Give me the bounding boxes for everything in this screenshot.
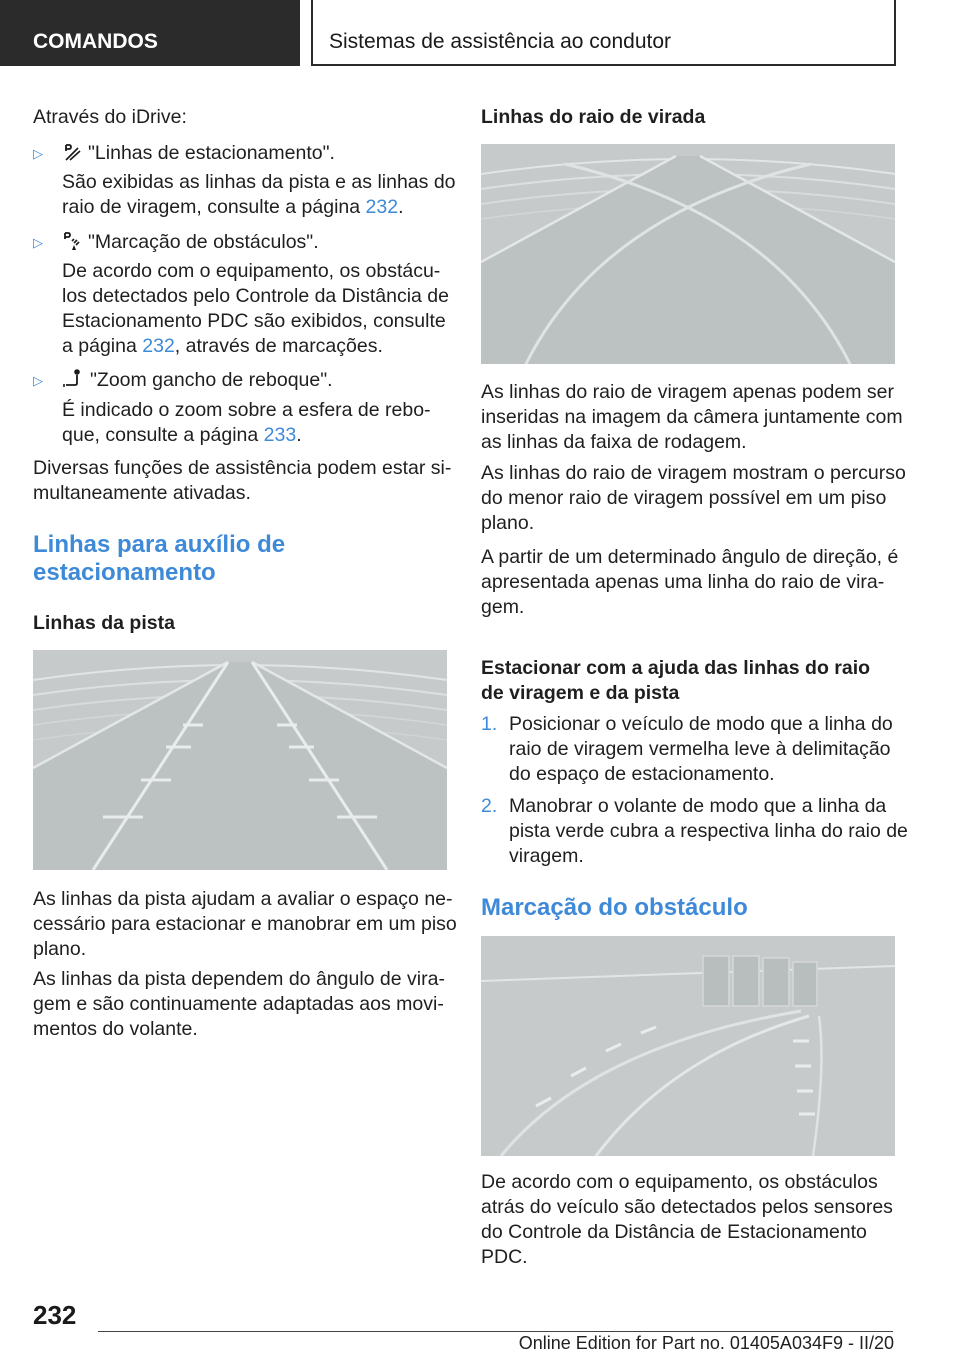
paragraph: do Controle da Distância de Estacionamento bbox=[481, 1221, 867, 1243]
bullet-2-title: "Marcação de obstáculos". bbox=[88, 231, 319, 253]
step-text: Manobrar o volante de modo que a linha da bbox=[509, 795, 887, 817]
bullet-1-text: São exibidas as linhas da pista e as linhas do bbox=[62, 171, 456, 193]
paragraph: mentos do volante. bbox=[33, 1018, 198, 1040]
subsection-heading: Estacionar com a ajuda das linhas do raio bbox=[481, 657, 871, 679]
step-text: do espaço de estacionamento. bbox=[509, 763, 775, 785]
paragraph: PDC. bbox=[481, 1246, 528, 1268]
paragraph: As linhas do raio de viragem apenas podem ser bbox=[481, 381, 894, 403]
bullet-2-text: De acordo com o equipamento, os obstácu- bbox=[62, 260, 441, 282]
step-number: 1. bbox=[481, 713, 498, 735]
text: , através de marcações. bbox=[174, 335, 383, 357]
section-tab bbox=[0, 0, 300, 66]
triangle-right-icon: ▷ bbox=[33, 146, 43, 161]
bullet-tow-hook bbox=[62, 367, 333, 393]
paragraph: As linhas da pista ajudam a avaliar o espaço ne- bbox=[33, 888, 453, 910]
paragraph: atrás do veículo são detectados pelos sensores bbox=[481, 1196, 893, 1218]
paragraph: As linhas do raio de viragem mostram o percurso bbox=[481, 462, 906, 484]
bullet-1-title: "Linhas de estacionamento". bbox=[88, 142, 335, 164]
paragraph: apresentada apenas uma linha do raio de vira- bbox=[481, 571, 885, 593]
bullet-2-text-ref bbox=[62, 334, 383, 359]
paragraph: plano. bbox=[481, 512, 535, 534]
step-text: Posicionar o veículo de modo que a linha do bbox=[509, 713, 893, 735]
chapter-header bbox=[311, 0, 896, 66]
page-number: 232 bbox=[33, 1300, 77, 1330]
footer-divider bbox=[98, 1331, 893, 1332]
obstacle-marking-illustration bbox=[481, 936, 895, 1156]
triangle-right-icon: ▷ bbox=[33, 373, 43, 388]
lane-lines-illustration bbox=[33, 650, 447, 870]
bullet-2-text: los detectados pelo Controle da Distância de bbox=[62, 285, 449, 307]
page-link[interactable]: 233 bbox=[263, 424, 297, 446]
bullet-3-text: É indicado o zoom sobre a esfera de rebo- bbox=[62, 399, 431, 421]
text: que, consulte a página bbox=[62, 424, 264, 446]
bullet-obstacle-marking bbox=[62, 230, 319, 255]
paragraph: as linhas da faixa de rodagem. bbox=[481, 431, 747, 453]
bullet-1-text-ref bbox=[62, 195, 404, 220]
bullet-parking-lines bbox=[62, 141, 335, 166]
text: raio de viragem, consulte a página bbox=[62, 196, 366, 218]
paragraph: multaneamente ativadas. bbox=[33, 482, 251, 504]
step-text: raio de viragem vermelha leve à delimitação bbox=[509, 738, 891, 760]
bullet-3-title: "Zoom gancho de reboque". bbox=[90, 369, 333, 391]
paragraph: gem e são continuamente adaptadas aos movi- bbox=[33, 993, 444, 1015]
step-text: pista verde cubra a respectiva linha do raio de bbox=[509, 820, 908, 842]
paragraph: gem. bbox=[481, 596, 525, 618]
section-heading: estacionamento bbox=[33, 559, 216, 586]
chapter-title: Sistemas de assistência ao condutor bbox=[329, 30, 672, 53]
paragraph: A partir de um determinado ângulo de direção, é bbox=[481, 546, 899, 568]
step-number: 2. bbox=[481, 795, 498, 817]
tow-hook-icon bbox=[62, 367, 84, 389]
page-link[interactable]: 232 bbox=[365, 196, 399, 218]
bullet-2-text: Estacionamento PDC são exibidos, consulte bbox=[62, 310, 446, 332]
page-link[interactable]: 232 bbox=[142, 335, 175, 357]
triangle-right-icon: ▷ bbox=[33, 235, 43, 250]
intro-text: Através do iDrive: bbox=[33, 106, 187, 128]
paragraph: As linhas da pista dependem do ângulo de vira- bbox=[33, 968, 445, 990]
paragraph: do menor raio de viragem possível em um piso bbox=[481, 487, 887, 509]
text: a página bbox=[62, 335, 143, 357]
text: . bbox=[296, 424, 302, 446]
step-text: viragem. bbox=[509, 845, 584, 867]
section-title: COMANDOS bbox=[33, 30, 158, 53]
paragraph: cessário para estacionar e manobrar em um piso bbox=[33, 913, 457, 935]
subsection-heading: de viragem e da pista bbox=[481, 682, 680, 704]
text: . bbox=[398, 196, 404, 218]
subsection-heading: Linhas do raio de virada bbox=[481, 106, 706, 128]
obstacle-marking-icon bbox=[62, 231, 82, 251]
paragraph: De acordo com o equipamento, os obstáculos bbox=[481, 1171, 878, 1193]
turning-radius-illustration bbox=[481, 144, 895, 364]
paragraph: inseridas na imagem da câmera juntamente com bbox=[481, 406, 903, 428]
section-heading: Marcação do obstáculo bbox=[481, 894, 748, 921]
paragraph: plano. bbox=[33, 938, 87, 960]
subsection-heading: Linhas da pista bbox=[33, 612, 175, 634]
bullet-3-text-ref bbox=[62, 423, 302, 448]
parking-lines-icon bbox=[62, 142, 82, 162]
section-heading: Linhas para auxílio de bbox=[33, 531, 286, 558]
footer-edition: Online Edition for Part no. 01405A034F9 - II/20 bbox=[518, 1333, 894, 1353]
paragraph: Diversas funções de assistência podem estar si- bbox=[33, 457, 452, 479]
